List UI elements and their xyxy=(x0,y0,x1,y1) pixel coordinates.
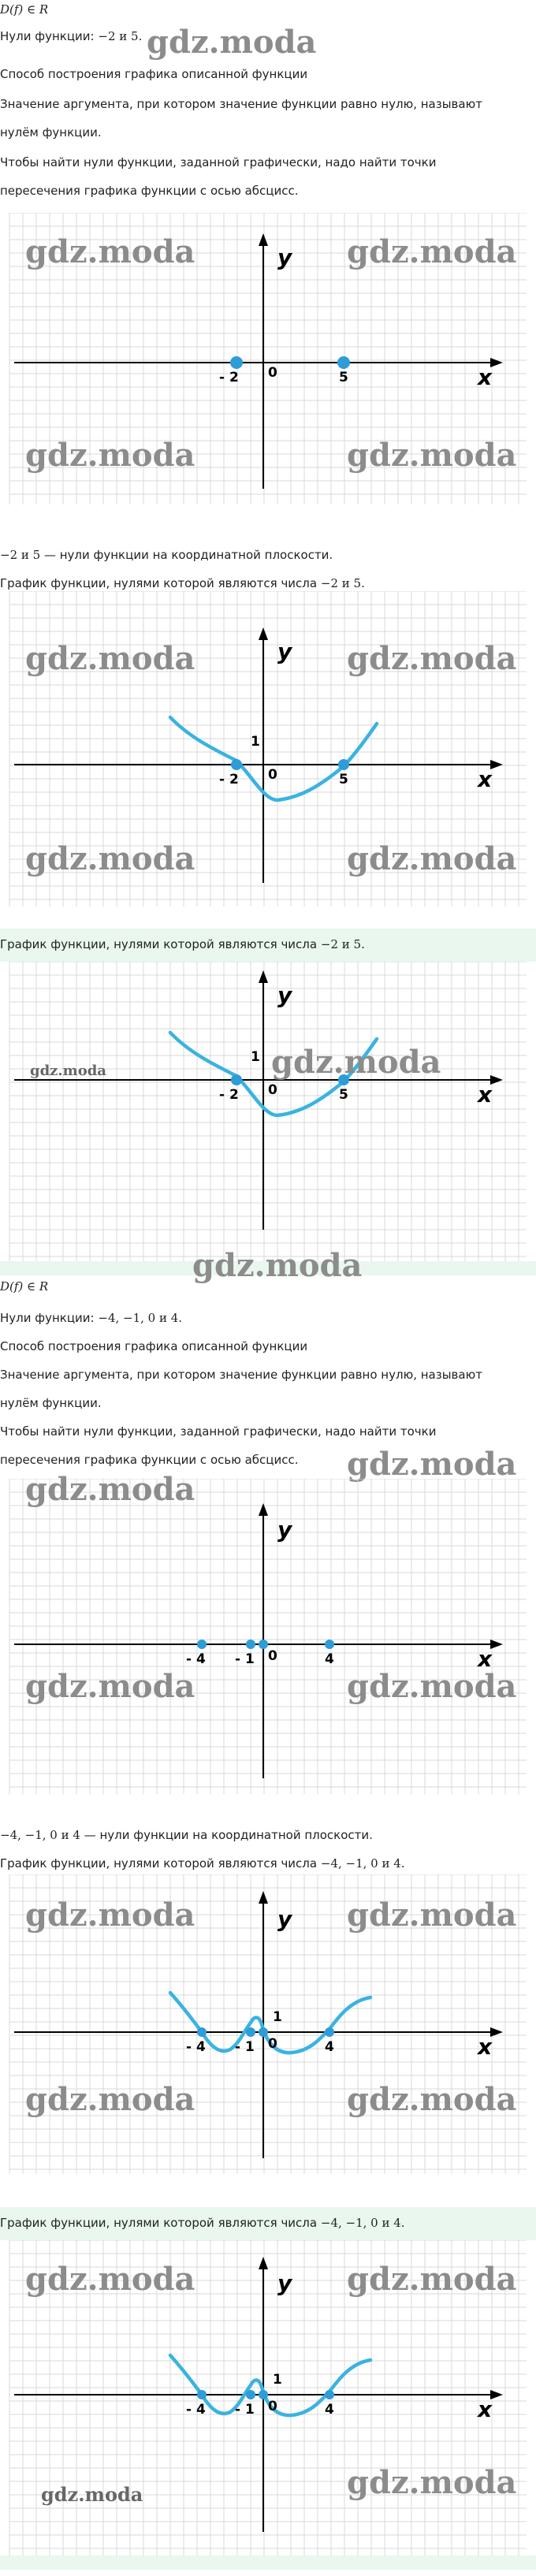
tick-label: - 4 xyxy=(186,2039,206,2055)
origin-label: 0 xyxy=(268,1082,277,1098)
origin-label: 0 xyxy=(268,767,277,783)
watermark: gdz.moda xyxy=(25,2081,195,2118)
zero-point xyxy=(246,2027,255,2037)
definition-line: нулём функции. xyxy=(0,125,102,140)
watermark: gdz.moda xyxy=(25,437,195,474)
origin-label: 0 xyxy=(268,2036,277,2052)
tick-label: - 4 xyxy=(186,2402,206,2418)
tick-label: 5 xyxy=(339,370,348,385)
zero-point xyxy=(338,759,349,770)
zero-point xyxy=(325,1640,334,1649)
watermark: gdz.moda xyxy=(347,840,517,877)
tick-label: - 1 xyxy=(235,2402,255,2418)
y-axis-label: y xyxy=(277,1517,292,1543)
x-axis-label: x xyxy=(478,2034,493,2060)
watermark: gdz.moda xyxy=(347,2464,517,2501)
graph-caption: График функции, нулями которой являются числа −2 и 5. xyxy=(0,576,365,590)
one-label: 1 xyxy=(251,1049,260,1065)
x-axis-label: x xyxy=(478,1081,493,1107)
zero-point xyxy=(259,1640,268,1649)
zeros-statement: Нули функции: −2 и 5. xyxy=(0,29,143,43)
watermark: gdz.moda xyxy=(347,1668,517,1705)
find-line: пересечения графика функции с осью абсцисс. xyxy=(0,184,299,198)
watermark: gdz.moda xyxy=(25,233,195,270)
zero-point xyxy=(337,356,350,369)
watermark: gdz.moda xyxy=(25,640,195,677)
y-axis-label: y xyxy=(277,982,292,1008)
graph-caption: График функции, нулями которой являются числа −4, −1, 0 и 4. xyxy=(0,1856,405,1871)
tick-label: - 2 xyxy=(219,772,239,787)
zero-point xyxy=(197,2027,207,2037)
find-line: Чтобы найти нули функции, заданной графически, надо найти точки xyxy=(0,155,437,169)
one-label: 1 xyxy=(251,734,260,750)
tick-label: - 1 xyxy=(235,2039,255,2055)
tick-label: 5 xyxy=(339,1087,348,1103)
watermark: gdz.moda xyxy=(30,1063,106,1079)
origin-label: 0 xyxy=(268,365,277,381)
definition-line: Значение аргумента, при котором значение функции равно нулю, называют xyxy=(0,1368,482,1382)
tick-label: 4 xyxy=(325,2402,334,2418)
tick-label: 4 xyxy=(325,1651,334,1667)
zeros-statement: Нули функции: −4, −1, 0 и 4. xyxy=(0,1311,183,1325)
zero-point xyxy=(246,1640,255,1649)
watermark: gdz.moda xyxy=(41,2483,143,2506)
watermark: gdz.moda xyxy=(347,640,517,677)
find-line: Чтобы найти нули функции, заданной графически, надо найти точки xyxy=(0,1424,437,1439)
zero-point xyxy=(231,1074,242,1085)
tick-label: - 1 xyxy=(235,1651,255,1667)
one-label: 1 xyxy=(273,2372,282,2388)
watermark: gdz.moda xyxy=(147,24,317,61)
tick-label: 4 xyxy=(325,2039,334,2055)
function-curve xyxy=(170,717,377,800)
coordinate-plane-zeros xyxy=(0,1479,536,1794)
zero-point xyxy=(325,2390,334,2399)
x-axis-label: x xyxy=(478,766,493,792)
watermark: gdz.moda xyxy=(347,1897,517,1934)
zero-point xyxy=(259,2390,268,2399)
tick-label: - 4 xyxy=(186,1651,206,1667)
one-label: 1 xyxy=(273,2009,282,2025)
domain-statement: D(f) ∈ R xyxy=(0,1279,49,1294)
answer-caption: График функции, нулями которой являются числа −2 и 5. xyxy=(0,937,365,951)
method-title: Способ построения графика описанной функции xyxy=(0,1339,308,1353)
watermark: gdz.moda xyxy=(25,1668,195,1705)
zero-point xyxy=(246,2390,255,2399)
watermark: gdz.moda xyxy=(347,2261,517,2298)
method-title: Способ построения графика описанной функции xyxy=(0,67,308,81)
zeros-conclusion: −4, −1, 0 и 4 — нули функции на координатной плоскости. xyxy=(0,1828,373,1842)
zero-point xyxy=(197,1640,207,1649)
x-axis-label: x xyxy=(478,1646,493,1672)
watermark: gdz.moda xyxy=(271,1044,441,1081)
watermark: gdz.moda xyxy=(347,437,517,474)
answer-function-graph xyxy=(0,962,536,1261)
watermark: gdz.moda xyxy=(25,840,195,877)
watermark: gdz.moda xyxy=(347,1446,517,1483)
find-line: пересечения графика функции с осью абсцисс. xyxy=(0,1453,299,1467)
zero-point xyxy=(230,356,243,369)
y-axis-label: y xyxy=(277,638,292,664)
watermark: gdz.moda xyxy=(25,1471,195,1508)
zero-point xyxy=(197,2390,207,2399)
tick-label: 5 xyxy=(339,772,348,787)
watermark: gdz.moda xyxy=(347,2081,517,2118)
zero-point xyxy=(259,2027,268,2037)
origin-label: 0 xyxy=(268,2399,277,2414)
zeros-conclusion: −2 и 5 — нули функции на координатной плоскости. xyxy=(0,548,333,562)
definition-line: нулём функции. xyxy=(0,1396,102,1410)
watermark: gdz.moda xyxy=(25,2261,195,2298)
watermark: gdz.moda xyxy=(347,233,517,270)
answer-caption: График функции, нулями которой являются числа −4, −1, 0 и 4. xyxy=(0,2216,405,2230)
zero-point xyxy=(231,759,242,770)
watermark: gdz.moda xyxy=(192,1247,363,1284)
tick-label: - 2 xyxy=(219,1087,239,1103)
x-axis-label: x xyxy=(478,364,493,390)
zero-point xyxy=(325,2027,334,2037)
y-axis-label: y xyxy=(277,244,292,270)
origin-label: 0 xyxy=(268,1648,277,1664)
domain-statement: D(f) ∈ R xyxy=(0,2,49,17)
y-axis-label: y xyxy=(277,1906,292,1932)
watermark: gdz.moda xyxy=(25,1897,195,1934)
y-axis-label: y xyxy=(277,2270,292,2296)
definition-line: Значение аргумента, при котором значение функции равно нулю, называют xyxy=(0,97,482,111)
tick-label: - 2 xyxy=(219,370,239,385)
x-axis-label: x xyxy=(478,2396,493,2422)
